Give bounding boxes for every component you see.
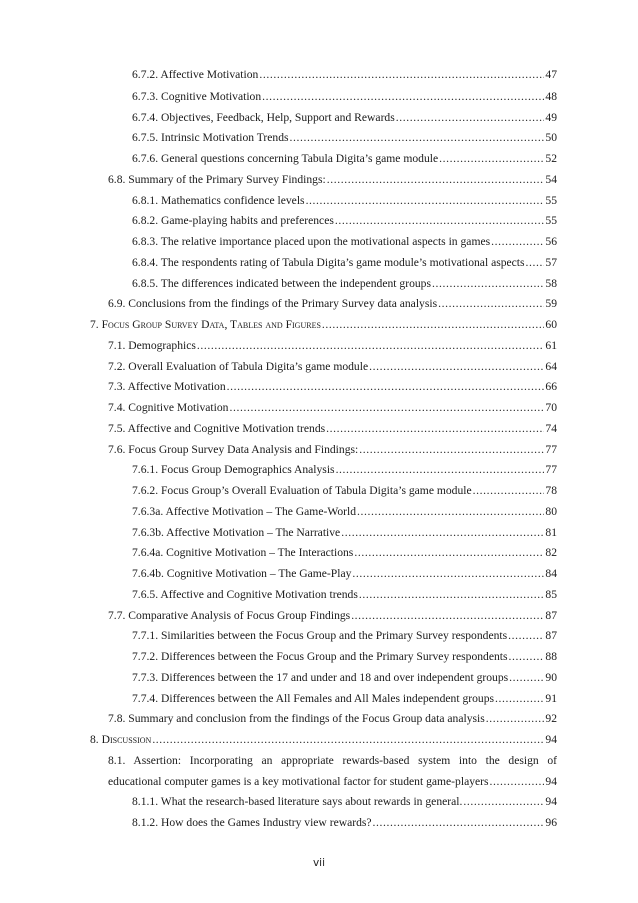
dot-leader: [351, 609, 544, 623]
page-number-footer: vii: [312, 857, 326, 869]
dot-leader: [373, 816, 545, 830]
toc-entry-label: 8.1.2. How does the Games Industry view rewards?: [132, 816, 372, 829]
toc-entry[interactable]: [132, 484, 557, 498]
toc-page-number: 60: [545, 318, 557, 331]
toc-entry-label: 7.6.4b. Cognitive Motivation – The Game-Play: [132, 567, 352, 580]
toc-entry-label: 6.8.1. Mathematics confidence levels: [132, 194, 305, 207]
toc-page-number: 94: [545, 733, 557, 746]
toc-entry-label: 6.8. Summary of the Primary Survey Findings:: [108, 173, 326, 186]
dot-leader: [432, 277, 544, 291]
toc-entry-label: 7.6.3a. Affective Motivation – The Game-World: [132, 505, 357, 518]
toc-entry[interactable]: [132, 90, 557, 104]
toc-page-number: 88: [545, 650, 557, 663]
toc-entry-label: 6.7.6. General questions concerning Tabula Digita’s game module: [132, 152, 439, 165]
toc-page-number: 58: [545, 277, 557, 290]
toc-page-number: 92: [545, 712, 557, 725]
toc-entry[interactable]: [108, 443, 557, 457]
toc-entry[interactable]: [132, 235, 557, 249]
toc-page-number: 52: [545, 152, 557, 165]
toc-page-number: 87: [545, 609, 557, 622]
toc-entry-label: 7.6.3b. Affective Motivation – The Narrative: [132, 526, 341, 539]
dot-leader: [509, 650, 545, 664]
toc-entry[interactable]: [132, 152, 557, 166]
dot-leader: [396, 111, 545, 125]
toc-page-number: 74: [545, 422, 557, 435]
toc-entry[interactable]: [132, 629, 557, 643]
toc-entry-label: 7.6.5. Affective and Cognitive Motivation trends: [132, 588, 358, 601]
toc-chapter-entry[interactable]: [90, 318, 557, 332]
dot-leader: [152, 733, 544, 747]
dot-leader: [359, 588, 545, 602]
toc-entry[interactable]: [108, 775, 557, 789]
dot-leader: [197, 339, 545, 353]
toc-entry-label: 7.7.3. Differences between the 17 and under and 18 and over independent groups: [132, 671, 509, 684]
toc-entry-label: 7.7. Comparative Analysis of Focus Group Findings: [108, 609, 351, 622]
toc-page-number: 64: [545, 360, 557, 373]
dot-leader: [438, 297, 544, 311]
toc-entry[interactable]: [108, 380, 557, 394]
toc-entry[interactable]: [132, 526, 557, 540]
toc-page-number: 78: [545, 484, 557, 497]
toc-entry[interactable]: [132, 650, 557, 664]
toc-page-number: 66: [545, 380, 557, 393]
toc-entry-label: 7.2. Overall Evaluation of Tabula Digita’s game module: [108, 360, 369, 373]
toc-entry-label: 6.7.3. Cognitive Motivation: [132, 90, 262, 103]
toc-chapter-entry[interactable]: [90, 733, 557, 747]
toc-page-number: 56: [545, 235, 557, 248]
toc-page-number: 94: [545, 795, 557, 808]
dot-leader: [326, 422, 544, 436]
toc-entry[interactable]: [108, 297, 557, 311]
toc-page-number: 61: [545, 339, 557, 352]
toc-entry-label: 7.5. Affective and Cognitive Motivation trends: [108, 422, 326, 435]
toc-entry-label: 7.7.2. Differences between the Focus Group and the Primary Survey respondents: [132, 650, 508, 663]
toc-page-number: 55: [545, 194, 557, 207]
toc-page-number: 77: [545, 443, 557, 456]
toc-entry[interactable]: [132, 505, 557, 519]
toc-page-number: 82: [545, 546, 557, 559]
toc-entry-label: 6.9. Conclusions from the findings of the Primary Survey data analysis: [108, 297, 438, 310]
dot-leader: [508, 629, 544, 643]
toc-entry-label: 6.7.2. Affective Motivation: [132, 68, 259, 81]
dot-leader: [322, 318, 544, 332]
toc-entry-label: 6.7.4. Objectives, Feedback, Help, Support and Rewards: [132, 111, 395, 124]
toc-page-number: 49: [545, 111, 557, 124]
dot-leader: [229, 401, 544, 415]
toc-page-number: 80: [545, 505, 557, 518]
dot-leader: [369, 360, 544, 374]
toc-entry[interactable]: [132, 111, 557, 125]
toc-entry[interactable]: [132, 692, 557, 706]
toc-entry[interactable]: [108, 422, 557, 436]
dot-leader: [306, 194, 545, 208]
dot-leader: [336, 463, 545, 477]
toc-entry[interactable]: [108, 609, 557, 623]
toc-entry-label: 8. Discussion: [90, 733, 152, 746]
dot-leader: [526, 256, 545, 270]
toc-page-number: 54: [545, 173, 557, 186]
toc-entry[interactable]: [108, 339, 557, 353]
toc-entry-label: educational computer games is a key motivational factor for student game-players: [108, 775, 489, 788]
toc-entry[interactable]: [132, 131, 557, 145]
toc-entry[interactable]: [132, 277, 557, 291]
toc-entry[interactable]: [132, 671, 557, 685]
dot-leader: [359, 443, 544, 457]
toc-entry[interactable]: [132, 588, 557, 602]
toc-entry[interactable]: [108, 173, 557, 187]
toc-page-number: 70: [545, 401, 557, 414]
dot-leader: [341, 526, 544, 540]
toc-entry[interactable]: [132, 214, 557, 228]
dot-leader: [509, 671, 544, 685]
toc-entry[interactable]: [132, 567, 557, 581]
toc-entry-label: 7.6. Focus Group Survey Data Analysis and Findings:: [108, 443, 359, 456]
toc-entry-label: 8.1.1. What the research-based literature says about rewards in general.: [132, 795, 463, 808]
toc-page-number: 84: [545, 567, 557, 580]
toc-entry-label: 7.1. Demographics: [108, 339, 196, 352]
dot-leader: [463, 795, 544, 809]
toc-entry[interactable]: [132, 68, 557, 82]
toc-page-number: 48: [545, 90, 557, 103]
toc-entry-first-line[interactable]: 8.1. Assertion: Incorporating an appropriate rewards-based system into the design of: [108, 754, 557, 767]
dot-leader: [486, 712, 545, 726]
dot-leader: [352, 567, 544, 581]
toc-entry[interactable]: [108, 712, 557, 726]
dot-leader: [439, 152, 544, 166]
toc-entry-label: 7.6.2. Focus Group’s Overall Evaluation of Tabula Digita’s game module: [132, 484, 472, 497]
toc-page-number: 55: [545, 214, 557, 227]
dot-leader: [357, 505, 544, 519]
toc-entry-label: 6.8.3. The relative importance placed upon the motivational aspects in games: [132, 235, 491, 248]
dot-leader: [354, 546, 544, 560]
toc-entry[interactable]: [132, 795, 557, 809]
toc-entry-label: 7.4. Cognitive Motivation: [108, 401, 229, 414]
toc-entry-label: 6.8.5. The differences indicated between the independent groups: [132, 277, 431, 290]
toc-page-number: 96: [545, 816, 557, 829]
dot-leader: [290, 131, 545, 145]
dot-leader: [495, 692, 544, 706]
toc-page-number: 91: [545, 692, 557, 705]
toc-page-number: 90: [545, 671, 557, 684]
toc-entry[interactable]: [132, 816, 557, 830]
toc-entry-label: 7.3. Affective Motivation: [108, 380, 226, 393]
toc-page-number: 85: [545, 588, 557, 601]
dot-leader: [473, 484, 545, 498]
toc-page-number: 47: [545, 68, 557, 81]
toc-entry[interactable]: [108, 360, 557, 374]
toc-entry-label: 7. Focus Group Survey Data, Tables and Figures: [90, 318, 321, 331]
toc-page-number: 77: [545, 463, 557, 476]
toc-entry[interactable]: [132, 463, 557, 477]
dot-leader: [327, 173, 545, 187]
dot-leader: [491, 235, 544, 249]
toc-page-number: 57: [545, 256, 557, 269]
dot-leader: [262, 90, 544, 104]
toc-entry-label: 7.6.1. Focus Group Demographics Analysis: [132, 463, 335, 476]
toc-page-number: 87: [545, 629, 557, 642]
toc-entry-label: 6.7.5. Intrinsic Motivation Trends: [132, 131, 289, 144]
toc-entry-label: 7.6.4a. Cognitive Motivation – The Interactions: [132, 546, 354, 559]
toc-entry[interactable]: [132, 546, 557, 560]
toc-page-number: 59: [545, 297, 557, 310]
toc-entry-label: 6.8.4. The respondents rating of Tabula Digita’s game module’s motivational aspects: [132, 256, 525, 269]
toc-page-number: 81: [545, 526, 557, 539]
toc-page-number: 50: [545, 131, 557, 144]
toc-entry-label: 7.7.1. Similarities between the Focus Group and the Primary Survey respondents: [132, 629, 508, 642]
dot-leader: [490, 775, 545, 789]
dot-leader: [227, 380, 545, 394]
toc-entry[interactable]: [108, 401, 557, 415]
toc-entry-label: 7.7.4. Differences between the All Females and All Males independent groups: [132, 692, 494, 705]
dot-leader: [335, 214, 545, 228]
toc-entry[interactable]: [132, 256, 557, 270]
dot-leader: [259, 68, 544, 82]
toc-entry-label: 6.8.2. Game-playing habits and preferences: [132, 214, 334, 227]
toc-entry[interactable]: [132, 194, 557, 208]
toc-page-number: 94: [545, 775, 557, 788]
toc-entry-label: 7.8. Summary and conclusion from the findings of the Focus Group data analysis: [108, 712, 485, 725]
